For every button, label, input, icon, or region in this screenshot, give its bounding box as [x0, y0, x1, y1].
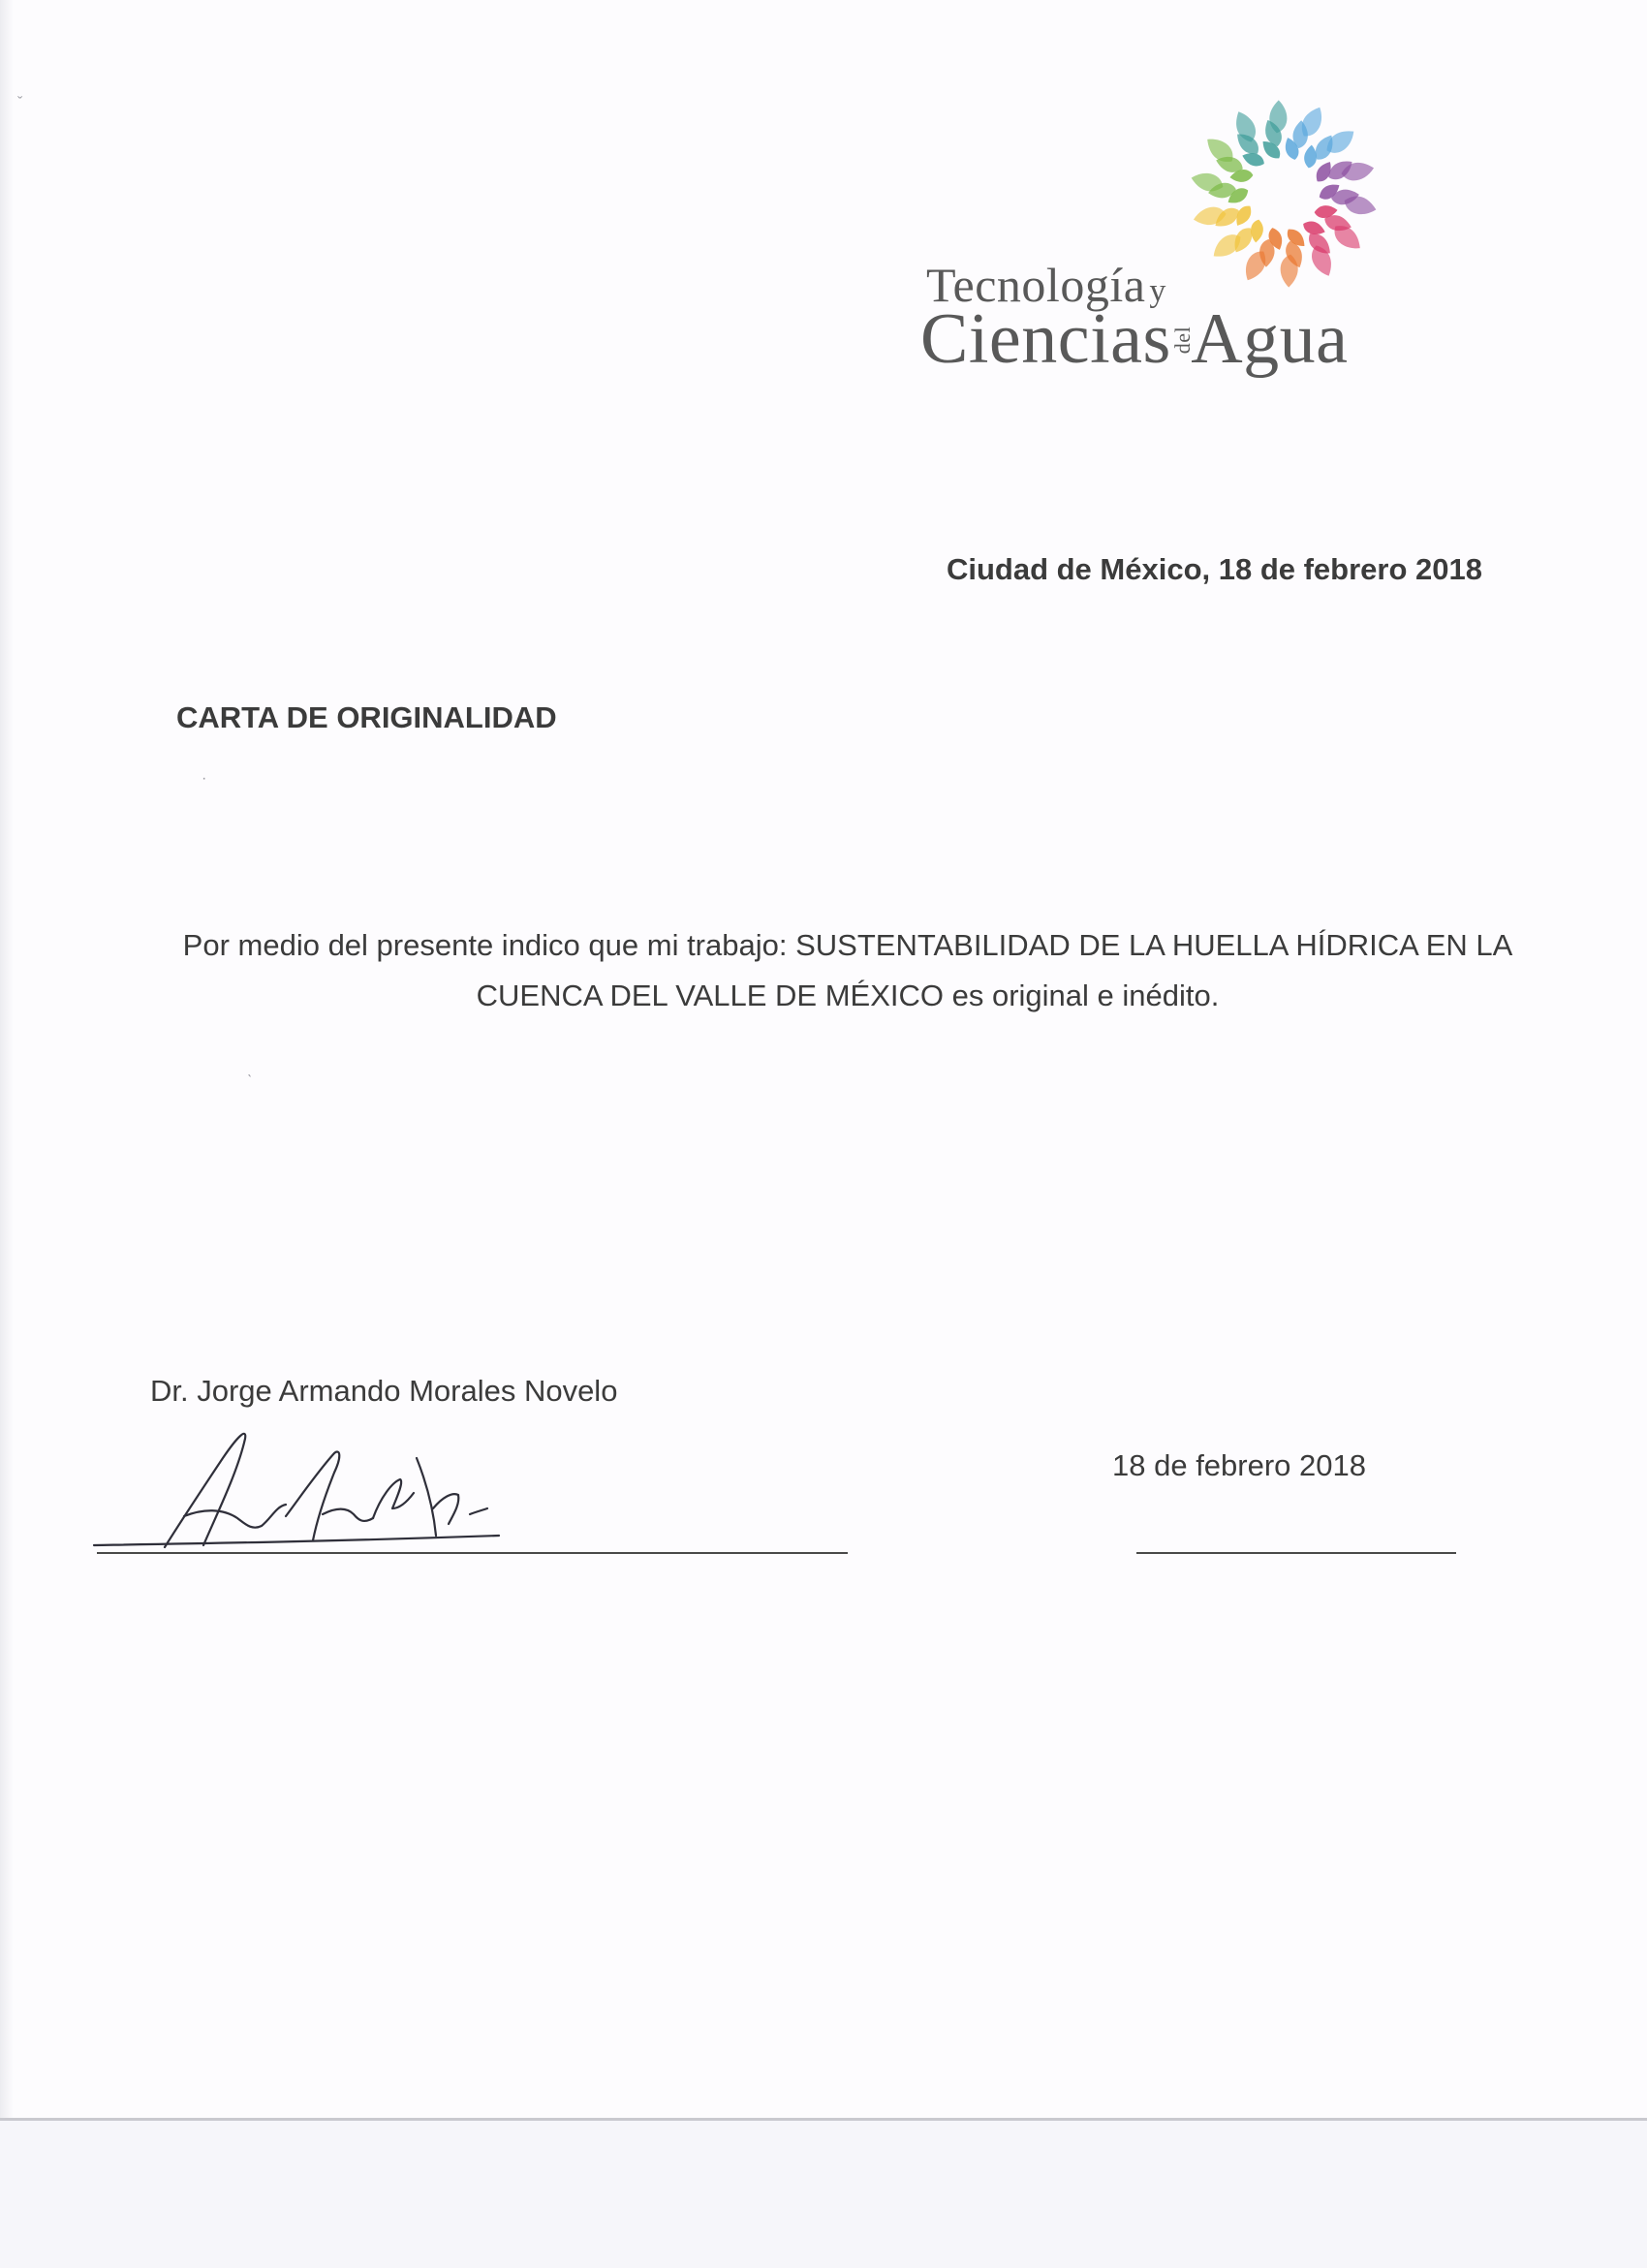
logo-word-y: y: [1149, 273, 1166, 309]
signature-line: [97, 1552, 848, 1554]
signature-date: 18 de febrero 2018: [1112, 1448, 1366, 1482]
body-line-2: CUENCA DEL VALLE DE MÉXICO es original e inédito.: [476, 979, 1220, 1012]
logo-petal: [1316, 162, 1332, 181]
logo-petal: [1341, 154, 1375, 188]
body-line-1: Por medio del presente indico que mi trabajo: SUSTENTABILIDAD DE LA HUELLA HÍDRICA EN LA: [182, 928, 1513, 962]
journal-logo: [911, 78, 1453, 407]
logo-petal: [1299, 108, 1323, 137]
handwritten-signature: [92, 1400, 615, 1574]
logo-petal: [1235, 205, 1252, 225]
signer-name: Dr. Jorge Armando Morales Novelo: [150, 1374, 618, 1408]
logo-word-tecnologia: Tecnología: [926, 258, 1146, 312]
logo-word-del: del: [1170, 326, 1196, 355]
document-title: CARTA DE ORIGINALIDAD: [176, 700, 557, 734]
logo-petal: [1228, 111, 1262, 143]
logo-petal: [1305, 244, 1339, 276]
scan-speck: ˇ: [17, 95, 23, 111]
logo-word-agua: Agua: [1191, 299, 1349, 379]
body-paragraph: [136, 920, 1560, 1021]
scan-edge: [0, 0, 14, 2118]
scan-speck: ˋ: [247, 1073, 253, 1090]
date-line: [1136, 1552, 1456, 1554]
swirl-logo-icon: [1167, 78, 1400, 310]
logo-text-line2: [920, 298, 1349, 381]
scan-bottom-margin: [0, 2118, 1647, 2268]
logo-petal: [1205, 139, 1234, 162]
logo-petal: [1193, 200, 1227, 233]
place-and-date: Ciudad de México, 18 de febrero 2018: [946, 552, 1482, 586]
logo-petal: [1243, 251, 1267, 280]
logo-petal: [1333, 226, 1362, 249]
scan-speck: ·: [202, 770, 207, 787]
logo-word-ciencias: Ciencias: [920, 299, 1171, 379]
